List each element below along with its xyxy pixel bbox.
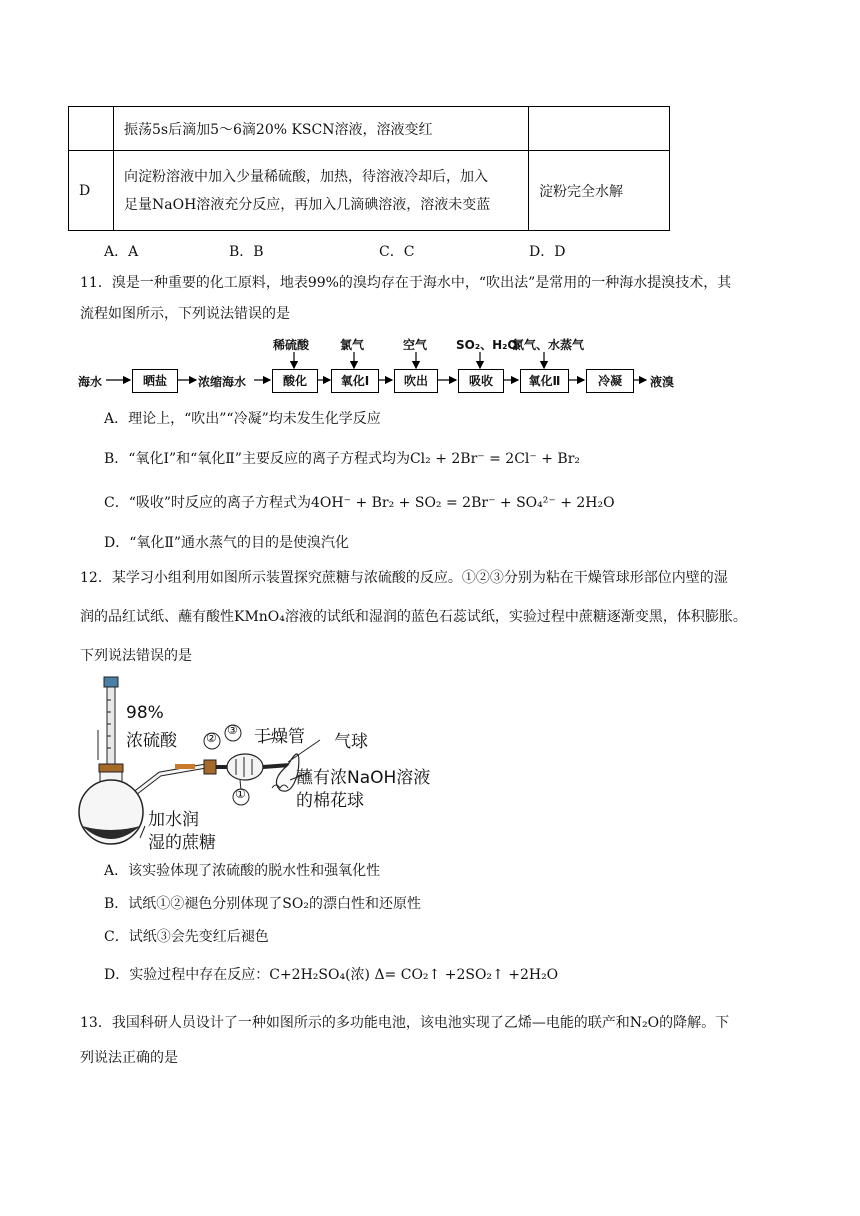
- flow-box-absorb: 吸收: [458, 369, 504, 393]
- q12-option-a: A．该实验体现了浓硫酸的脱水性和强氧化性: [104, 863, 381, 879]
- row-description: 振荡5s后滴加5～6滴20% KSCN溶液，溶液变红: [114, 107, 529, 151]
- option-a: A．A: [104, 244, 139, 260]
- flow-input-so2: SO₂、H₂O: [456, 338, 518, 352]
- q11-stem-line: 11．溴是一种重要的化工原料，地表99%的溴均存在于海水中，“吹出法”是常用的一种海水提溴技术，其: [80, 275, 732, 291]
- acid-label: 浓硫酸: [126, 731, 177, 751]
- marker-3: ③: [227, 723, 238, 737]
- row-description-line: 足量NaOH溶液充分反应，再加入几滴碘溶液，溶液未变蓝: [124, 196, 491, 213]
- sugar-label: 湿的蔗糖: [148, 833, 216, 853]
- q11-stem-line: 流程如图所示，下列说法错误的是: [80, 306, 290, 322]
- q12-stem-line: 润的品红试纸、蘸有酸性KMnO₄溶液的试纸和湿润的蓝色石蕊试纸，实验过程中蔗糖逐渐变黑，体积膨胀。: [80, 609, 747, 625]
- flow-input-air: 空气: [403, 338, 428, 352]
- flow-box-acidify: 酸化: [272, 369, 318, 393]
- q11-option-c: C．“吸收”时反应的离子方程式为4OH⁻ + Br₂ + SO₂ = 2Br⁻ + SO₄²⁻ + 2H₂O: [104, 495, 615, 511]
- flow-start: 海水: [78, 375, 103, 389]
- cotton-label: 蘸有浓NaOH溶液: [296, 768, 431, 788]
- acid-label: 98%: [126, 703, 164, 723]
- drying-tube-label: 干燥管: [254, 727, 305, 747]
- flow-box-blowout: 吹出: [394, 369, 438, 393]
- q12-option-d: D．实验过程中存在反应：C+2H₂SO₄(浓) Δ= CO₂↑ +2SO₂↑ +2H₂O: [104, 967, 559, 983]
- option-b: B．B: [229, 244, 264, 260]
- flow-end: 液溴: [650, 375, 675, 389]
- sugar-label: 加水润: [148, 810, 199, 830]
- flow-box-oxidize2: 氧化Ⅱ: [520, 369, 569, 393]
- q12-option-c: C．试纸③会先变红后褪色: [104, 929, 269, 945]
- balloon-label: 气球: [334, 732, 368, 752]
- option-c: C．C: [379, 244, 415, 260]
- q12-stem-line: 下列说法错误的是: [80, 648, 192, 664]
- flow-box-condense: 冷凝: [586, 369, 634, 393]
- q11-option-d: D．“氧化Ⅱ”通水蒸气的目的是使溴汽化: [104, 535, 350, 551]
- option-d: D．D: [529, 244, 566, 260]
- row-conclusion: 淀粉完全水解: [529, 151, 670, 231]
- flow-box-oxidize1: 氧化Ⅰ: [331, 369, 379, 393]
- flow-input-chlorine: 氯气: [340, 338, 365, 352]
- q12-option-b: B．试纸①②褪色分别体现了SO₂的漂白性和还原性: [104, 896, 421, 912]
- flow-input-chlorine-steam: 氯气、水蒸气: [512, 338, 585, 352]
- marker-1: ①: [235, 787, 246, 801]
- q11-option-a: A．理论上，“吹出”“冷凝”均未发生化学反应: [104, 411, 381, 427]
- marker-2: ②: [206, 731, 217, 745]
- q11-option-b: B．“氧化Ⅰ”和“氧化Ⅱ”主要反应的离子方程式均为Cl₂ + 2Br⁻ = 2Cl⁻ + Br₂: [104, 451, 581, 467]
- flow-input-acid: 稀硫酸: [273, 338, 310, 352]
- q12-stem-line: 12．某学习小组利用如图所示装置探究蔗糖与浓硫酸的反应。①②③分别为粘在干燥管球形部位内壁的湿: [80, 570, 728, 586]
- cotton-label: 的棉花球: [296, 791, 364, 811]
- flow-box-saltdry: 晒盐: [132, 369, 178, 393]
- row-letter: D: [69, 151, 114, 231]
- q13-stem-line: 列说法正确的是: [80, 1050, 178, 1066]
- q13-stem-line: 13．我国科研人员设计了一种如图所示的多功能电池，该电池实现了乙烯—电能的联产和N₂O的降解。下: [80, 1015, 730, 1031]
- row-description-line: 向淀粉溶液中加入少量稀硫酸，加热，待溶液冷却后，加入: [124, 168, 488, 185]
- flow-mid: 浓缩海水: [198, 375, 247, 389]
